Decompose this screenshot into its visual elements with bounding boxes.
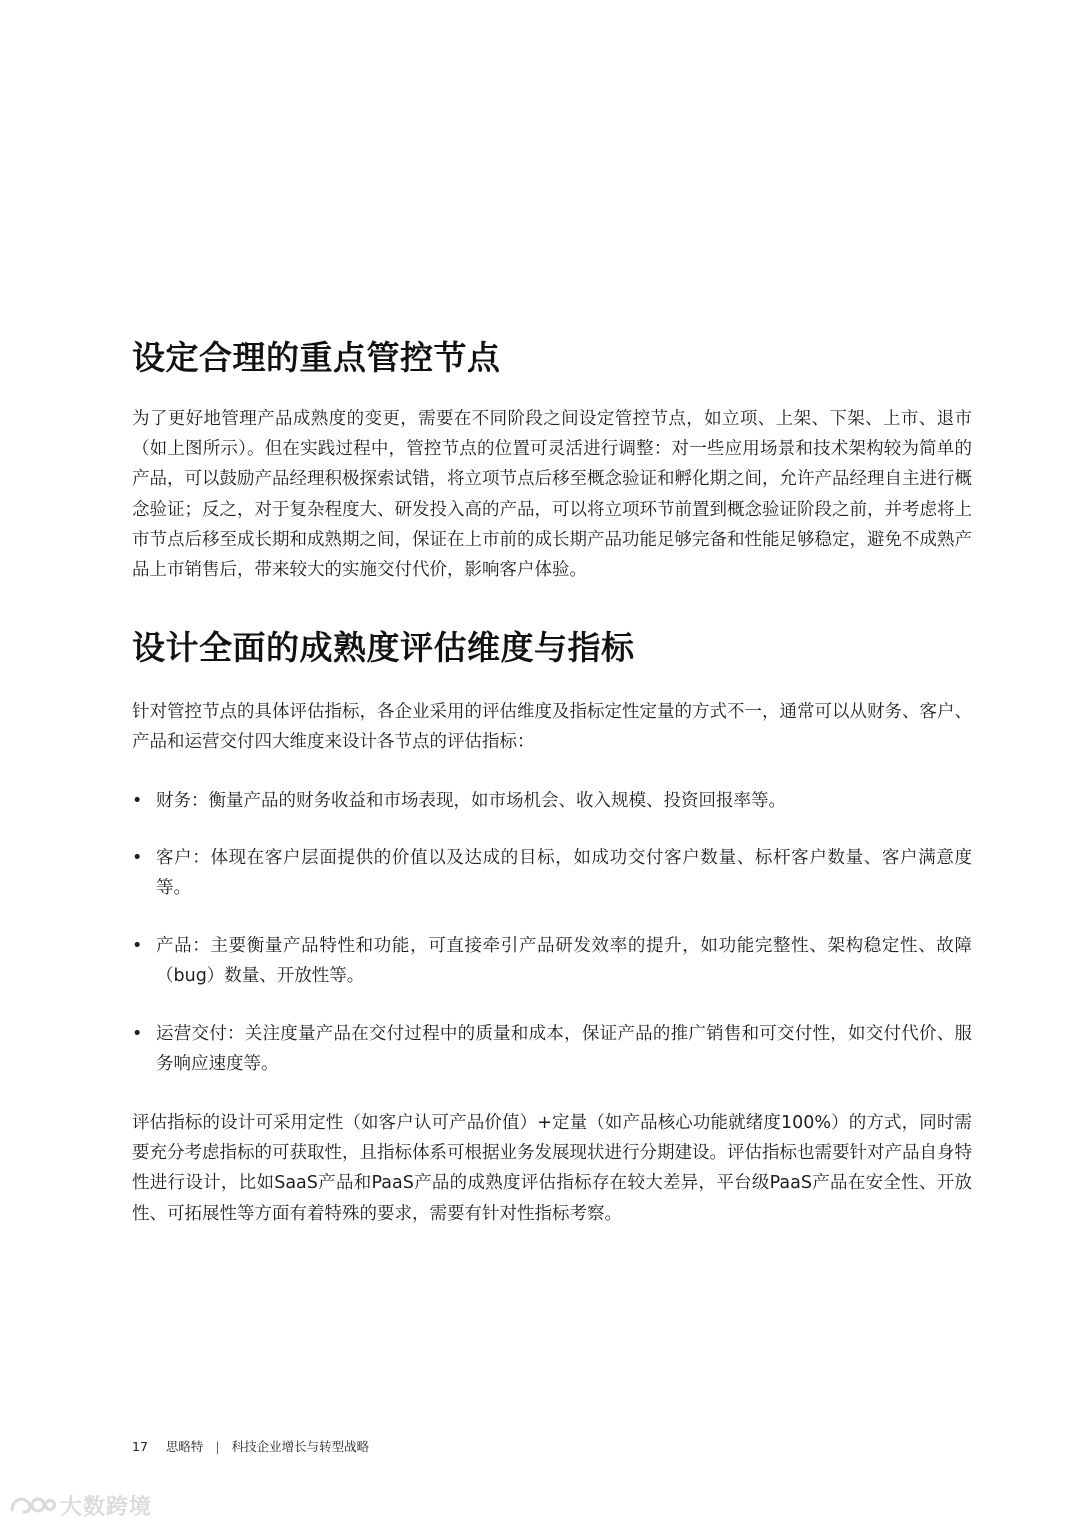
section-1-paragraph: 为了更好地管理产品成熟度的变更，需要在不同阶段之间设定管控节点，如立项、上架、下架、上市、退市（如上图所示）。但在实践过程中，管控节点的位置可灵活进行调整：对一些应用场景和技术架构较为简单的产品，可以鼓励产品经理积极探索试错，将立项节点后移至概念验证和孵化期之间，允许产品经理自主进行概念验证；反之，对于复杂程度大、研发投入高的产品，可以将立项环节前置到概念验证阶段之前，并考虑将上市节点后移至成长期和成熟期之间，保证在上市前的成长期产品功能足够完备和性能足够稳定，避免不成熟产品上市销售后，带来较大的实施交付代价，影响客户体验。 (132, 409, 972, 581)
section-2-title: 设计全面的成熟度评估维度与指标 (132, 628, 635, 667)
bullet-icon: • (132, 1024, 143, 1044)
list-item-customer (132, 843, 972, 903)
list-item-product (132, 931, 972, 991)
footer-doc-title: 科技企业增长与转型战略 (231, 1439, 370, 1454)
section-1-title: 设定合理的重点管控节点 (132, 338, 501, 377)
list-item-text: 财务：衡量产品的财务收益和市场表现，如市场机会、收入规模、投资回报率等。 (156, 791, 786, 811)
footer-brand: 思略特 (165, 1439, 204, 1454)
list-item-operations-delivery (132, 1019, 972, 1079)
bullet-icon: • (132, 791, 143, 811)
bullet-icon: • (132, 848, 143, 868)
list-item-text: 运营交付：关注度量产品在交付过程中的质量和成本，保证产品的推广销售和可交付性，如交付代价、服务响应速度等。 (156, 1024, 972, 1075)
footer-separator: | (215, 1438, 220, 1454)
watermark-text: 大数跨境 (60, 1494, 153, 1520)
list-item-finance (132, 786, 972, 816)
watermark (8, 1490, 152, 1520)
page-number: 17 (132, 1438, 148, 1454)
list-item-text: 客户：体现在客户层面提供的价值以及达成的目标，如成功交付客户数量、标杆客户数量、客户满意度等。 (156, 848, 972, 899)
list-item-text: 产品：主要衡量产品特性和功能，可直接牵引产品研发效率的提升，如功能完整性、架构稳定性、故障（bug）数量、开放性等。 (156, 936, 972, 987)
section-2-intro: 针对管控节点的具体评估指标，各企业采用的评估维度及指标定性定量的方式不一，通常可以从财务、客户、产品和运营交付四大维度来设计各节点的评估指标： (132, 702, 972, 753)
section-2-closing: 评估指标的设计可采用定性（如客户认可产品价值）+定量（如产品核心功能就绪度100%）的方式，同时需要充分考虑指标的可获取性，且指标体系可根据业务发展现状进行分期建设。评估指标也需要针对产品自身特性进行设计，比如SaaS产品和PaaS产品的成熟度评估指标存在较大差异，平台级PaaS产品在安全性、开放性、可拓展性等方面有着特殊的要求，需要有针对性指标考察。 (132, 1113, 972, 1224)
watermark-logo-icon (8, 1492, 56, 1518)
bullet-icon: • (132, 936, 143, 956)
page-footer (132, 1437, 369, 1455)
